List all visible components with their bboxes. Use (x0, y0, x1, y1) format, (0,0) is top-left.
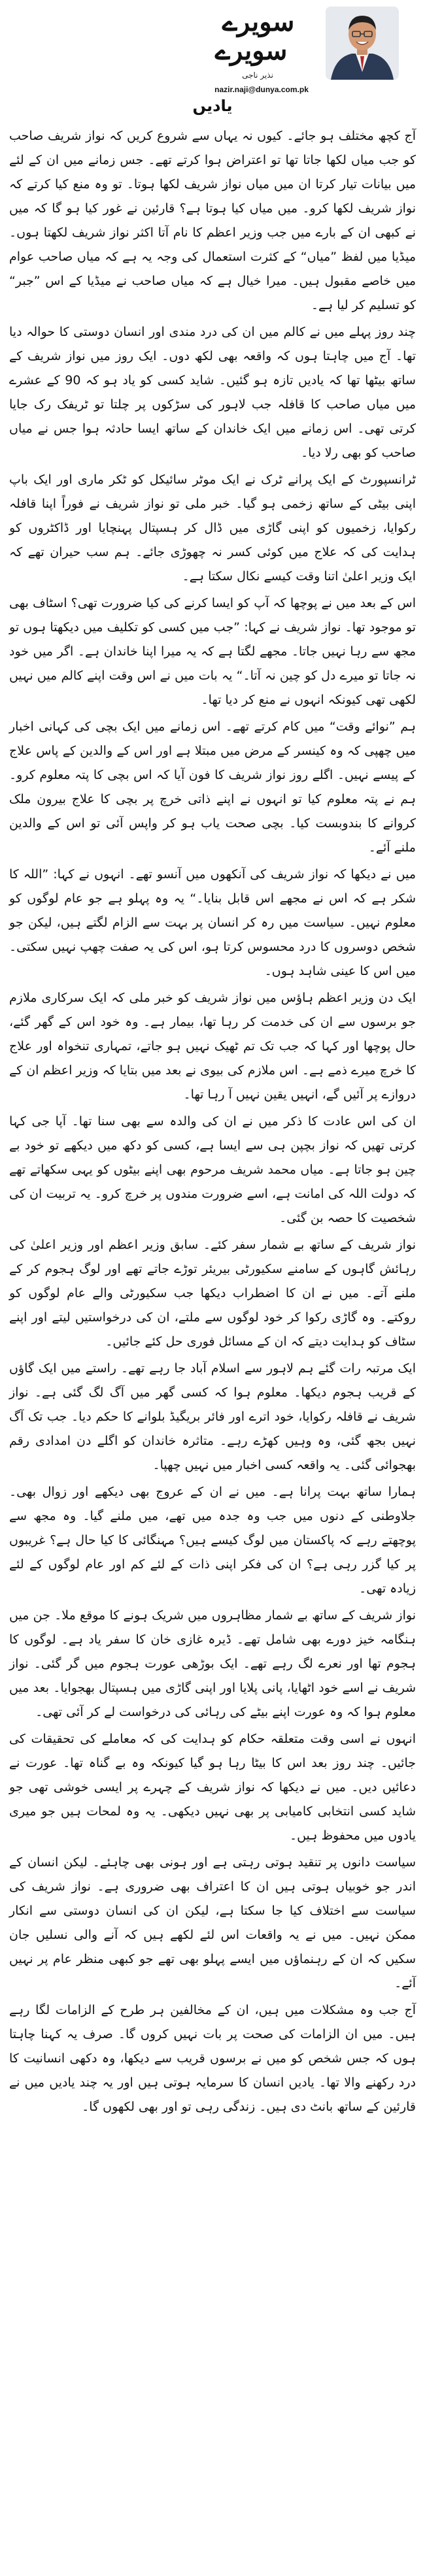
article-paragraph: ایک دن وزیر اعظم ہاؤس میں نواز شریف کو خبر ملی کہ ایک سرکاری ملازم جو برسوں سے ان کی خدمت کر رہا تھا، بیمار ہے۔ وہ خود اس کے گھر گئے، حال پوچھا اور کہا کہ جب تک تم ٹھیک نہیں ہو جاتے، تمہاری تنخواہ اور علاج کا خرچ میرے ذمے ہے۔ اس ملازم کی بیوی نے بعد میں بتایا کہ وزیر اعظم ان کے دروازے پر آئیں گے، انہیں یقین نہیں آ رہا تھا۔ (9, 991, 416, 1102)
article-paragraph: ٹرانسپورٹ کے ایک پرانے ٹرک نے ایک موٹر سائیکل کو ٹکر ماری اور ایک باپ اپنی بیٹی کے ساتھ زخمی ہو گیا۔ خبر ملی تو نواز شریف نے فوراً اپنا قافلہ رکوایا، زخمیوں کو اپنی گاڑی میں ڈال کر ہسپتال پہنچایا اور ڈاکٹروں کو ہدایت کی کہ علاج میں کوئی کسر نہ چھوڑی جائے۔ ہم سب حیران تھے کہ ایک وزیر اعلیٰ اتنا وقت کیسے نکال سکتا ہے۔ (9, 472, 416, 584)
article-paragraph: نواز شریف کے ساتھ بے شمار سفر کئے۔ سابق وزیر اعظم اور وزیر اعلیٰ کی رہائش گاہوں کے سامنے سکیورٹی بیریئر توڑے جاتے تھے اور لوگ ہجوم کر کے ملنے آتے۔ میں نے ان کا اضطراب دیکھا جب سکیورٹی والے عام لوگوں کو روکتے۔ وہ گاڑی رکوا کر خود لوگوں سے ملتے، ان کی درخواستیں لیتے اور اپنے سٹاف کو ہدایت دیتے کہ ان کے مسائل فوری حل کئے جائیں۔ (9, 1238, 416, 1349)
article-title: یادیں (192, 97, 233, 115)
article-paragraph: ہمارا ساتھ بہت پرانا ہے۔ میں نے ان کے عروج بھی دیکھے اور زوال بھی۔ جلاوطنی کے دنوں میں جب وہ جدہ میں تھے، میں ملنے گیا۔ وہ مجھ سے پوچھتے رہے کہ پاکستان میں لوگ کیسے ہیں؟ مہنگائی کا کیا حال ہے؟ غریبوں پر کیا گزر رہی ہے؟ ان کی فکر اپنی ذات کے لئے کم اور عام لوگوں کے لئے زیادہ تھی۔ (9, 1485, 416, 1596)
column-header (0, 4, 425, 95)
article-paragraph: سیاست دانوں پر تنقید ہوتی رہتی ہے اور ہونی بھی چاہئے۔ لیکن انسان کے اندر جو خوبیاں ہوتی ہیں ان کا اعتراف بھی ضروری ہے۔ نواز شریف کی سیاست سے اختلاف کیا جا سکتا ہے، لیکن ان کی انسان دوستی سے انکار ممکن نہیں۔ میں نے یہ واقعات اس لئے لکھے ہیں کہ آنے والی نسلیں جان سکیں کہ ان کے رہنماؤں میں ایسے پہلو بھی تھے جو کبھی منظر عام پر نہیں آئے۔ (9, 1855, 416, 1990)
article-body (9, 124, 416, 2122)
article-paragraph: ان کی اس عادت کا ذکر میں نے ان کی والدہ سے بھی سنا تھا۔ آپا جی کہا کرتی تھیں کہ نواز بچپن ہی سے ایسا ہے، کسی کو دکھ میں دیکھے تو خود بے چین ہو جاتا ہے۔ میاں محمد شریف مرحوم بھی اپنے بیٹوں کو یہی سکھاتے تھے کہ دولت اللہ کی امانت ہے، اسے ضرورت مندوں پر خرچ کرو۔ یہ تربیت ان کی شخصیت کا حصہ بن گئی۔ (9, 1114, 416, 1225)
author-email: nazir.naji@dunya.com.pk (214, 85, 309, 94)
article-paragraph: آج کچھ مختلف ہو جائے۔ کیوں نہ یہاں سے شروع کریں کہ نواز شریف صاحب کو جب میاں لکھا جاتا تھا تو اعتراض ہوا کرتے تھے۔ جس زمانے میں ان کے لئے میں بیانات تیار کرتا ان میں میاں نواز شریف لکھا ہوتا۔ تو وہ منع کیا کرتے کہ نواز شریف لکھا کرو۔ میں میاں کیا ہوتا ہے؟ قارئین نے غور کیا ہو گا کہ میں نے کبھی ان کے بارے میں جب وزیر اعظم کا نام آتا اکثر نواز شریف لکھتا ہوں۔ میڈیا میں لفظ ”میاں“ کے کثرت استعمال کی وجہ یہ ہے کہ میاں صاحب عوام میں خاصے مقبول ہیں۔ میرا خیال ہے کہ میاں صاحب نے میڈیا کے اس ”جبر“ کو تسلیم کر لیا ہے۔ (9, 129, 416, 312)
article-paragraph: ایک مرتبہ رات گئے ہم لاہور سے اسلام آباد جا رہے تھے۔ راستے میں ایک گاؤں کے قریب ہجوم دیکھا۔ معلوم ہوا کہ کسی گھر میں آگ لگ گئی ہے۔ نواز شریف نے قافلہ رکوایا، خود اترے اور فائر بریگیڈ بلوانے کا حکم دیا۔ جب تک آگ نہیں بجھ گئی، وہ وہیں کھڑے رہے۔ متاثرہ خاندان کو اگلے دن امدادی رقم بھجوائی گئی۔ یہ واقعہ کسی اخبار میں نہیں چھپا۔ (9, 1361, 416, 1472)
article-paragraph: ہم ”نوائے وقت“ میں کام کرتے تھے۔ اس زمانے میں ایک بچی کی کہانی اخبار میں چھپی کہ وہ کینسر کے مرض میں مبتلا ہے اور اس کے والدین کے پاس علاج کے پیسے نہیں۔ اگلے روز نواز شریف کا فون آیا کہ اس بچی کا پتہ معلوم کرو۔ ہم نے پتہ معلوم کیا تو انہوں نے اپنے ذاتی خرچ پر بچی کا علاج بیرون ملک کروانے کا بندوبست کیا۔ بچی صحت یاب ہو کر واپس آئی تو اس کے والدین ملنے آئے۔ (9, 719, 416, 855)
article-paragraph: نواز شریف کے ساتھ بے شمار مظاہروں میں شریک ہونے کا موقع ملا۔ جن میں ہنگامہ خیز دورے بھی شامل تھے۔ ڈیرہ غازی خان کا سفر یاد ہے۔ لوگوں کا ہجوم تھا اور نعرے لگ رہے تھے۔ ایک بوڑھی عورت ہجوم میں گر گئی۔ نواز شریف نے اسے خود اٹھایا، پانی پلایا اور اپنی گاڑی میں ہسپتال بھجوایا۔ بعد میں معلوم ہوا کہ وہ عورت اپنے بیٹے کی رہائی کی درخواست لے کر آئی تھی۔ (9, 1608, 416, 1719)
article-paragraph: اس کے بعد میں نے پوچھا کہ آپ کو ایسا کرنے کی کیا ضرورت تھی؟ اسٹاف بھی تو موجود تھا۔ نواز شریف نے کہا: ”جب میں کسی کو تکلیف میں دیکھتا ہوں تو مجھ سے رہا نہیں جاتا۔ مجھے لگتا ہے کہ یہ میرا اپنا خاندان ہے۔ اگر میں خود نہ جاتا تو میرے دل کو چین نہ آتا۔“ یہ بات میں نے اس وقت اپنے کالم میں نہیں لکھی تھی کیونکہ انہوں نے منع کر دیا تھا۔ (9, 596, 416, 707)
author-portrait-icon (326, 7, 399, 80)
masthead-line-2: سویرے (214, 35, 288, 66)
author-name: نذیر ناجی (242, 71, 273, 80)
column-masthead (199, 8, 317, 65)
masthead-line-1: سویرے (222, 7, 295, 37)
article-paragraph: میں نے دیکھا کہ نواز شریف کی آنکھوں میں آنسو تھے۔ انہوں نے کہا: ”اللہ کا شکر ہے کہ اس نے مجھے اس قابل بنایا۔“ یہ وہ پہلو ہے جو عام لوگوں کو معلوم نہیں۔ سیاست میں رہ کر انسان پر بہت سے الزام لگتے ہیں، لیکن جو شخص دوسروں کا درد محسوس کرتا ہو، اس کی یہ صفت چھپ نہیں سکتی۔ میں اس کا عینی شاہد ہوں۔ (9, 867, 416, 978)
article-paragraph: آج جب وہ مشکلات میں ہیں، ان کے مخالفین ہر طرح کے الزامات لگا رہے ہیں۔ میں ان الزامات کی صحت پر بات نہیں کروں گا۔ صرف یہ کہنا چاہتا ہوں کہ جس شخص کو میں نے برسوں قریب سے دیکھا، وہ دکھی انسانیت کا درد رکھنے والا تھا۔ یادیں انسان کا سرمایہ ہوتی ہیں اور یہ چند یادیں میں نے قارئین کے ساتھ بانٹ دی ہیں۔ زندگی رہی تو اور بھی لکھوں گا۔ (9, 2003, 416, 2114)
article-paragraph: انہوں نے اسی وقت متعلقہ حکام کو ہدایت کی کہ معاملے کی تحقیقات کی جائیں۔ چند روز بعد اس کا بیٹا رہا ہو گیا کیونکہ وہ بے گناہ تھا۔ عورت نے دعائیں دیں۔ میں نے دیکھا کہ نواز شریف کے چہرے پر ایسی خوشی تھی جو شاید کسی انتخابی کامیابی پر بھی نہیں دیکھی۔ یہ وہ لمحات ہیں جو میری یادوں میں محفوظ ہیں۔ (9, 1732, 416, 1843)
author-photo (326, 7, 399, 80)
article-paragraph: چند روز پہلے میں نے کالم میں ان کی درد مندی اور انسان دوستی کا حوالہ دیا تھا۔ آج میں چاہتا ہوں کہ واقعہ بھی لکھ دوں۔ ایک روز میں نواز شریف کے ساتھ بیٹھا تھا کہ یادیں تازہ ہو گئیں۔ شاید کسی کو یاد ہو کہ 90 کے عشرے میں میاں صاحب کا قافلہ جب لاہور کی سڑکوں پر چلتا تو ٹریفک رک جایا کرتی تھی۔ اس زمانے میں ایک خاندان کے ساتھ ایسا حادثہ ہوا جس نے میاں صاحب کو بھی رلا دیا۔ (9, 325, 416, 460)
